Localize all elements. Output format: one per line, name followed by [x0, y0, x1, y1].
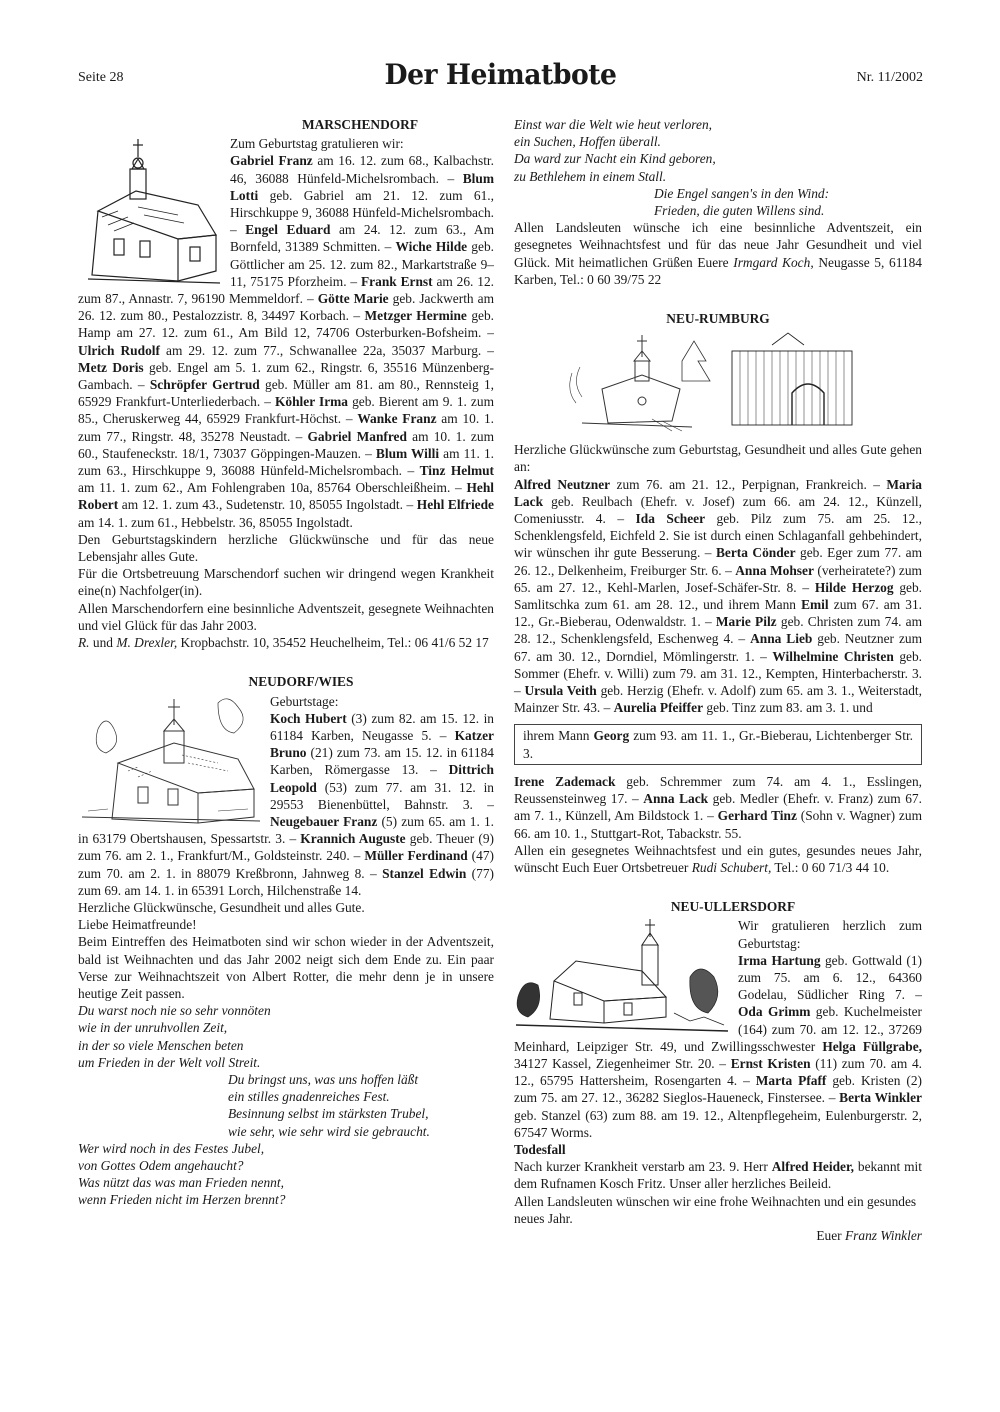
person-name: Wanke Franz [357, 411, 437, 427]
text: ihrem Mann [523, 728, 594, 744]
poem-line: wenn Frieden nicht im Herzen brennt? [78, 1192, 286, 1208]
sig-text: Kropbachstr. 10, 35452 Heuchelheim, Tel.: 06 41/6 52 17 [177, 635, 489, 651]
person-name: Gerhard Tinz [717, 808, 797, 824]
paragraph: Liebe Heimatfreunde! [78, 917, 197, 933]
signature [514, 1227, 922, 1244]
church-illustration [562, 331, 922, 435]
entry-text: geb. Pilz zum 75. am 25. 12., Schenklengsfeld, Eichfeld 2. Sie ist durch einen Schlaganfall gehbehindert, wir wünschen ihr gute Besserung. – [514, 511, 922, 561]
person-name: Anna Lack [643, 791, 709, 807]
church-drawing [514, 917, 730, 1035]
person-name: Helga Füllgrabe, [822, 1038, 922, 1054]
entry-text: (21) zum 73. am 15. 12. in 61184 Karben, Römergasse 13. – [270, 745, 494, 778]
text: Neugasse 5, 61184 Karben, Tel.: 0 60 39/75 22 [514, 254, 922, 287]
person-name: Ernst Kristen [730, 1055, 811, 1071]
sig-name: Rudi Schubert, [691, 859, 772, 875]
person-name: Metz Doris [78, 359, 144, 375]
text: Nach kurzer Krankheit verstarb am 23. 9. Herr [514, 1159, 772, 1175]
poem [514, 116, 922, 219]
poem-line: von Gottes Odem angehaucht? [78, 1157, 244, 1173]
entry-text: geb. Neutzner zum 67. am 30. 12., Dorndiel, Mömlingerstr. 1. – [514, 631, 922, 664]
sig-text: Euer [816, 1227, 845, 1243]
sig-name: R. [78, 635, 90, 651]
person-name: Tinz Helmut [419, 463, 494, 479]
section-marschendorf [78, 116, 494, 651]
subheading: Todesfall [514, 1141, 566, 1157]
text: Allen ein gesegnetes Weihnachtsfest und ein gutes, gesundes neues Jahr, wünscht Euch Euer Ortsbetreuer [514, 842, 922, 875]
person-name: Schröpfer Gertrud [149, 377, 260, 393]
person-name: Krannich Auguste [300, 831, 406, 847]
poem-line: zu Bethlehem in einem Stall. [514, 168, 667, 184]
entry-text: am 14. 1. zum 61., Hebbelstr. 36, 85055 Ingolstadt. [78, 514, 353, 530]
entry-text: geb. Christen zum 74. am 28. 12., Schenklengsfeld, Eschenweg 4. – [514, 614, 922, 647]
church-drawing [78, 693, 262, 825]
poem-line: in der so viele Menschen beten [78, 1037, 244, 1053]
entry-text: (Sohn v. Wagner) zum 66. am 10. 1., Stuttgart-Rot, Tabackstr. 55. [514, 808, 922, 841]
paragraph: Allen Landsleuten wünschen wir eine frohe Weihnachten und ein gesundes neues Jahr. [514, 1193, 917, 1226]
entry-text: zum 67. am 31. 12., Gr.-Bieberau, Odenwaldstr. 1. – [514, 597, 923, 630]
person-name: Aurelia Pfeiffer [613, 700, 704, 716]
section-title: NEU-ULLERSDORF [670, 899, 796, 915]
person-name: Berta Cönder [715, 545, 796, 561]
poem [78, 1002, 494, 1208]
entry-text: am 16. 12. zum 68., Kalbachstr. 46, 36088 Hünfeld-Michelsrombach. – [230, 153, 494, 186]
church-drawing [562, 331, 862, 433]
person-name: Katzer Bruno [270, 727, 494, 761]
issue-number: Nr. 11/2002 [856, 70, 923, 85]
person-name: Oda Grimm [738, 1004, 811, 1020]
right-column [514, 116, 922, 1244]
poem-line: wie in der unruhvollen Zeit, [78, 1020, 228, 1036]
paragraph [514, 219, 922, 288]
entry-text: am 10. 1. zum 60., Staufeneckstr. 18/1, 73037 Göppingen-Mauzen. – [78, 428, 494, 461]
poem-line: ein stilles gnadenreiches Fest. [228, 1089, 390, 1105]
text: Tel.: 0 60 71/3 44 10. [771, 859, 890, 875]
text: zum 93. am 11. 1., Gr.-Bieberau, Lichtenberger Str. 3. [523, 728, 914, 761]
intro: Wir gratulieren herzlich zum Geburtstag: [738, 918, 922, 951]
entry-text: (11) zum 70. am 4. 12., 65795 Hattersheim, Rosengarten 4. – [514, 1055, 922, 1089]
person-name: Alfred Heider, [771, 1159, 855, 1175]
entry-text: geb. Müller am 81. am 80., Rennsteig 1, 65929 Frankfurt-Unterliederbach. – [78, 377, 495, 410]
sig-name: Irmgard Koch, [733, 254, 814, 270]
paragraph [514, 1158, 922, 1192]
person-name: Ida Scheer [635, 511, 706, 527]
person-name: Ulrich Rudolf [78, 342, 160, 358]
paragraph: Allen Marschendorfern eine besinnliche Adventszeit, gesegnete Weihnachten und viel Glück für das Jahr 2003. [78, 600, 494, 633]
person-name: Frank Ernst [361, 273, 433, 289]
person-name: Neugebauer Franz [270, 813, 378, 829]
page-header [78, 58, 923, 94]
paragraph: Herzliche Glückwünsche, Gesundheit und alles Gute. [78, 899, 365, 915]
person-name: Blum Lotti [230, 170, 494, 203]
person-name: Irma Hartung [738, 952, 821, 968]
poem-line: Die Engel sangen's in den Wind: [654, 185, 830, 201]
entry-text: geb. Jackwerth am 26. 12. zum 80., Pestalozzistr. 8, 34497 Korbach. – [78, 291, 494, 324]
entry-text: (77) zum 69. am 14. 1. in 65391 Lorch, Hilchenstraße 14. [78, 865, 494, 898]
person-name: Emil [801, 597, 829, 613]
section-neudorf-wies [78, 673, 494, 1208]
person-name: Metzger Hermine [364, 308, 467, 324]
church-illustration [78, 135, 224, 289]
entry-text: zum 76. am 21. 12., Perpignan, Frankreich. – [610, 476, 887, 492]
person-name: Marta Pfaff [755, 1073, 827, 1089]
person-name: Hehl Robert [78, 480, 494, 513]
masthead: Der Heimatbote [384, 58, 617, 91]
entry-text: am 12. 1. zum 43., Sudetenstr. 10, 85055 Ingolstadt. – [118, 497, 417, 513]
intro: Zum Geburtstag gratulieren wir: [230, 136, 404, 152]
person-name: Koch Hubert [270, 710, 347, 726]
person-name: Müller Ferdinand [364, 848, 468, 864]
entry-text: (3) zum 82. am 15. 12. in 61184 Karben, Neugasse 5. – [270, 710, 494, 743]
section-title: NEU-RUMBURG [666, 311, 770, 327]
church-drawing [78, 135, 222, 285]
poem-line: um Frieden in der Welt voll Streit. [78, 1054, 261, 1070]
person-name: Dittrich Leopold [270, 762, 494, 795]
entry-text: geb. Bierent am 9. 1. zum 85., Cheruskerweg 44, 65929 Frankfurt-Höchst. – [78, 394, 494, 427]
entry-text: geb. Herzig (Ehefr. v. Adolf) zum 65. am 3. 1., Weiterstadt, Mainzer Str. 43. – [514, 683, 922, 716]
entry-text: am 10. 1. zum 77., Ringstr. 48, 35278 Neustadt. – [78, 411, 495, 444]
sig-name: Franz Winkler [845, 1227, 922, 1243]
poem-line: ein Suchen, Hoffen überall. [514, 134, 661, 150]
entry-text: geb. Tinz zum 83. am 3. 1. und [703, 700, 873, 716]
entry-text: geb. Gabriel am 21. 12. zum 61., Hirschkuppe 9, 36088 Hünfeld-Michelsrombach. – [230, 187, 494, 238]
poem-line: Was nützt das was man Frieden nennt, [78, 1175, 284, 1191]
person-name: Wilhelmine Christen [772, 648, 894, 664]
poem-line: Einst war die Welt wie heut verloren, [514, 117, 712, 132]
entry-text: am 11. 1. zum 63., Hirschkuppe 9, 36088 Hünfeld-Michelsrombach. – [78, 445, 494, 479]
person-name: Marie Pilz [715, 614, 777, 630]
poem-line: Du warst noch nie so sehr vonnöten [78, 1003, 271, 1019]
entry-text: (47) zum 70. am 2. 1. in 88079 Kreßbronn, Jahnweg 8. – [78, 848, 494, 881]
entry-text: am 24. 12. zum 63., Am Bornfeld, 31389 Schmitten. – [230, 222, 494, 255]
person-name: Blum Willi [375, 445, 440, 461]
person-name: Georg [593, 728, 630, 744]
poem-line: wie sehr, wie sehr wird sie gebraucht. [228, 1123, 430, 1139]
church-illustration [78, 693, 264, 827]
person-name: Anna Mohser [735, 562, 814, 578]
intro: Geburtstage: [270, 693, 339, 709]
entry-text: geb. Eger zum 77. am 26. 12., Delkenheim, Freiburger Str. 6. – [514, 545, 923, 578]
paragraph: Beim Eintreffen des Heimatboten sind wir schon wieder in der Adventszeit, bald ist Weihnachten und das Jahr 2002 neigt sich dem Ende zu. Ein paar Verse zur Weihnachtszeit von Albert Rotter, die mehr denn je in unsere heutige Zeit passen. [78, 934, 494, 1001]
entry-text: (53) zum 77. am 31. 12. in 29553 Bienenbüttel, Bahnstr. 3. – [270, 779, 494, 812]
entry-text: geb. Theuer (9) zum 76. am 2. 1., Frankfurt/M., Goldsteinstr. 240. – [78, 831, 494, 864]
text: Allen Landsleuten wünsche ich eine besinnliche Adventszeit, ein gesegnetes Weihnachtsfest und für das neue Jahr Gesundheit und viel Glück. Mit heimatlichen Grüßen Euere [514, 220, 922, 270]
poem-line: Frieden, die guten Willens sind. [654, 203, 825, 219]
section-neu-rumburg [514, 310, 922, 876]
poem-line: Besinnung selbst im stärksten Trubel, [228, 1106, 429, 1122]
person-name: Gabriel Franz [230, 153, 313, 169]
entry-text: geb. Kuchelmeister (164) zum 70. am 12. 12., 37269 Meinhard, Leipziger Str. 49, und Zwillingsschwester [514, 1004, 922, 1054]
sig-text: und [89, 635, 117, 651]
page-number: Seite 28 [78, 70, 124, 85]
poem-line: Da ward zur Nacht ein Kind geboren, [514, 151, 716, 167]
person-name: Anna Lieb [750, 631, 813, 647]
paragraph [514, 842, 922, 876]
entry-text: geb. Schremmer zum 74. am 4. 1., Esslingen, Reussensteinweg 17. – [514, 773, 922, 807]
person-name: Engel Eduard [245, 222, 331, 238]
person-name: Berta Winkler [839, 1090, 922, 1106]
intro: Herzliche Glückwünsche zum Geburtstag, Gesundheit und alles Gute gehen an: [514, 442, 922, 475]
poem-line: Du bringst uns, was uns hoffen läßt [228, 1071, 419, 1087]
entry-text: (5) zum 65. am 1. 1. in 63179 Obertshausen, Spessartstr. 3. – [78, 813, 495, 847]
entry-text: geb. Gottwald (1) zum 75. am 6. 12., 64360 Godelau, Südlicher Ring 7. – [738, 952, 922, 1003]
entry-text: geb. Engel am 5. 1. zum 62., Ringstr. 6, 35516 Münzenberg-Gambach. – [78, 359, 495, 393]
church-illustration [514, 917, 732, 1037]
entry-text: geb. Hamp am 27. 12. zum 61., Am Bild 12, 74706 Osterburken-Bofsheim. – [78, 308, 494, 341]
person-name: Wiche Hilde [395, 239, 468, 255]
entry-text: (verheiratete?) zum 65. am 27. 12., Kehl-Marlen, Josef-Schäfer-Str. 8. – [514, 562, 922, 595]
boxed-note [514, 724, 922, 764]
person-name: Götte Marie [317, 291, 389, 307]
text: bekannt mit dem Rufnamen Kosch Fritz. Unser aller herzliches Beileid. [514, 1159, 922, 1192]
entry-text: am 29. 12. zum 77., Schwanallee 22a, 35037 Marburg. – [159, 342, 495, 358]
person-name: Irene Zademack [514, 773, 616, 789]
paragraph: Den Geburtstagskindern herzliche Glückwünsche und für das neue Lebensjahr alles Gute. [78, 531, 494, 565]
signature [78, 634, 494, 651]
person-name: Köhler Irma [275, 394, 348, 410]
entry-text: am 11. 1. zum 62., Am Fohlengraben 10a, 85764 Oberschleißheim. – [78, 480, 467, 496]
person-name: Maria Lack [514, 476, 923, 509]
entry-text: geb. Stanzel (63) zum 88. am 19. 12., Altenpflegeheim, Eulenburgerstr. 2, 67547 Worms. [514, 1107, 922, 1140]
entry-text: geb. Reulbach (Ehefr. v. Josef) zum 66. am 24. 12., Künzell, Comeniusstr. 4. – [514, 493, 922, 527]
entry-text: am 26. 12. zum 87., Annastr. 7, 96190 Memmeldorf. – [78, 273, 494, 307]
left-column [78, 116, 494, 1209]
section-title: MARSCHENDORF [301, 117, 419, 132]
person-name: Gabriel Manfred [307, 428, 407, 444]
person-name: Ursula Veith [524, 683, 597, 699]
section-neu-ullersdorf [514, 898, 922, 1244]
sig-name: M. Drexler, [116, 635, 178, 651]
paragraph: Für die Ortsbetreuung Marschendorf suchen wir dringend wegen Krankheit eine(n) Nachfolger(in). [78, 566, 494, 599]
entry-text: geb. Kristen (2) zum 75. am 27. 12., 36282 Sieglos-Haueneck, Finstersee. – [514, 1073, 922, 1106]
entry-text: geb. Samlitschka zum 61. am 28. 12., und ihrem Mann [514, 579, 923, 613]
person-name: Stanzel Edwin [382, 865, 467, 881]
person-name: Hehl Elfriede [416, 497, 494, 513]
entry-text: geb. Göttlicher am 25. 12. zum 82., Markartstraße 9–11, 75175 Pforzheim. – [230, 239, 494, 289]
person-name: Hilde Herzog [814, 579, 894, 595]
poem-line: Wer wird noch in des Festes Jubel, [78, 1140, 265, 1156]
entry-text: 34127 Kassel, Ziegenheimer Str. 20. – [514, 1055, 731, 1071]
section-title: NEUDORF/WIES [248, 674, 354, 690]
entry-text: geb. Sommer (Ehefr. v. Willi) zum 79. am 31. 12., Kempten, Hinterbacherstr. 3. – [514, 648, 923, 699]
entry-text: geb. Medler (Ehefr. v. Franz) zum 67. am 7. 1., Künzell, Am Bildstock 1. – [514, 791, 922, 824]
person-name: Alfred Neutzner [514, 476, 611, 492]
